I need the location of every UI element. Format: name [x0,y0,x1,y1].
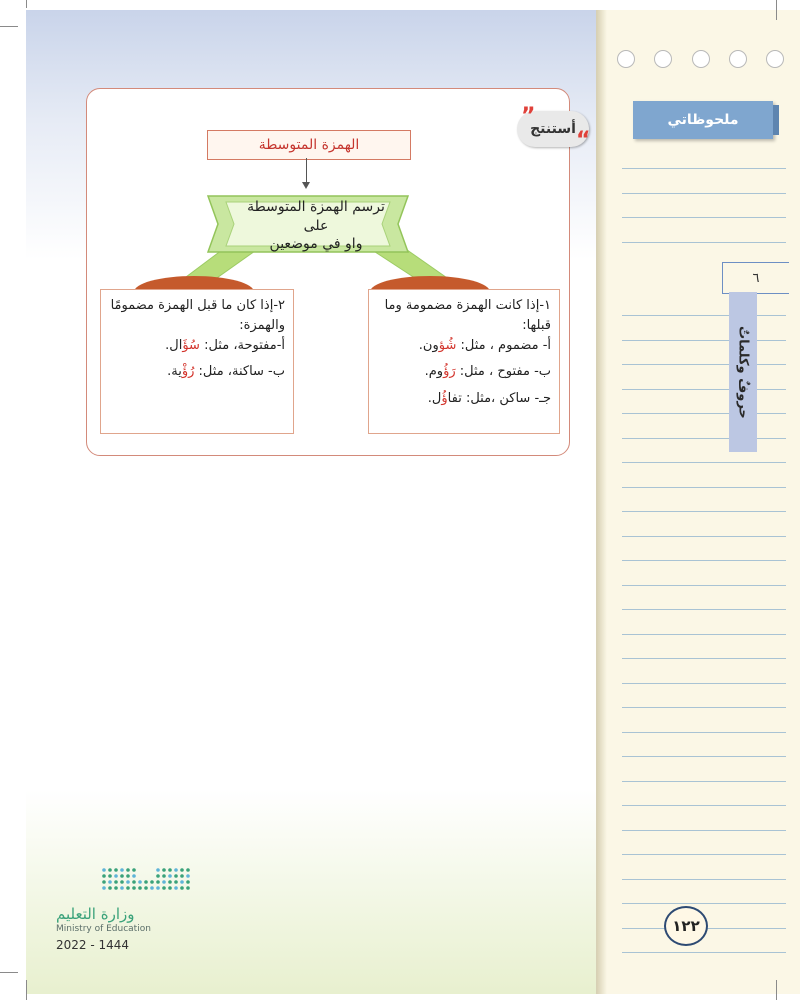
crop-mark [0,972,18,973]
logo-dot [174,886,178,890]
logo-dot [180,874,184,878]
logo-dot [102,874,106,878]
case-1-item-a [377,336,551,356]
case-1-b-rest: وم. [424,364,444,380]
case-2-a-rest: ال. [165,338,183,354]
logo-dot [180,886,184,890]
logo-dot [120,874,124,878]
logo-dot [108,880,112,884]
logo-dot [138,886,142,890]
logo-dot [156,874,160,878]
case-1-card [368,289,560,434]
case-1-heading: ١-إذا كانت الهمزة مضمومة وما قبلها: [384,298,551,334]
page-number: ١٢٢ [672,917,700,935]
ministry-name-ar: وزارة التعليم [56,905,135,923]
case-2-b-rest: ية. [167,364,182,380]
chapter-number: ٦ [752,270,760,286]
logo-dot [162,880,166,884]
case-2-b-prefix: ب- ساكنة، مثل: [194,364,285,380]
logo-dot [174,868,178,872]
logo-dot [168,880,172,884]
case-2-b-highlight: رُؤْ [181,364,195,380]
case-1-a-rest: ون. [418,338,439,354]
logo-dot [132,886,136,890]
crop-mark [26,0,27,8]
quote-mark-icon: ” [521,104,536,129]
logo-dot [120,868,124,872]
logo-dot [174,874,178,878]
logo-dot [186,874,190,878]
logo-dot [150,880,154,884]
logo-dot [180,880,184,884]
quote-mark-icon: “ [576,128,591,153]
ministry-name-en: Ministry of Education [56,924,151,934]
logo-dot [132,868,136,872]
logo-dot [162,874,166,878]
conclude-label: أستنتج [530,121,576,137]
logo-dot [126,874,130,878]
logo-dot [168,868,172,872]
logo-dot [174,880,178,884]
rule-line-1: ترسم الهمزة المتوسطة على [247,198,385,234]
case-2-item-b [109,362,285,382]
logo-dot [180,868,184,872]
logo-dot [108,886,112,890]
logo-dot [156,880,160,884]
logo-dot [108,868,112,872]
crop-mark [776,0,777,20]
logo-dot [114,868,118,872]
diagram-title: الهمزة المتوسطة [258,137,360,153]
logo-dot [108,874,112,878]
ministry-logo-icon [100,866,192,898]
logo-dot [186,868,190,872]
logo-dot [114,874,118,878]
notes-header-label: ملحوظاتي [667,112,739,128]
case-2-item-a [109,336,285,356]
case-1-a-highlight: شُؤ [438,338,457,354]
logo-dot [126,886,130,890]
diagram-rule [240,198,392,253]
logo-dot [126,868,130,872]
logo-dot [168,886,172,890]
academic-year: 2022 - 1444 [56,938,130,952]
logo-dot [156,868,160,872]
case-1-item-c [377,389,551,409]
logo-dot [126,880,130,884]
logo-dot [102,886,106,890]
chapter-side-label: حروفٌ وكلماتٌ [735,325,751,419]
logo-dot [114,886,118,890]
case-2-heading: ٢-إذا كان ما قبل الهمزة مضمومًا والهمزة: [110,298,285,334]
logo-dot [144,880,148,884]
case-1-c-rest: ل. [427,390,442,406]
logo-dot [162,886,166,890]
logo-dot [120,880,124,884]
case-2-a-highlight: سُؤَ [182,338,200,354]
case-1-b-highlight: رَؤُ [443,364,456,380]
logo-dot [114,880,118,884]
case-2-card [100,289,294,434]
logo-dot [132,874,136,878]
crop-mark [776,980,777,1000]
case-1-b-prefix: ب- مفتوح ، مثل: [455,364,551,380]
logo-dot [168,874,172,878]
rule-line-2: واو في موضعين [269,236,363,253]
logo-dot [186,880,190,884]
logo-dot [120,886,124,890]
logo-dot [102,868,106,872]
crop-mark [26,980,27,1000]
crop-mark [0,26,18,27]
case-1-c-highlight: ؤُ [441,390,448,406]
logo-dot [132,880,136,884]
logo-dot [162,868,166,872]
logo-dot [138,880,142,884]
logo-dot [186,886,190,890]
case-1-item-b [377,362,551,382]
case-1-c-prefix: جـ- ساكن ،مثل: تفا [447,390,551,406]
logo-dot [144,886,148,890]
logo-dot [102,880,106,884]
case-1-a-prefix: أ- مضموم ، مثل: [456,338,551,354]
logo-dot [156,886,160,890]
case-2-a-prefix: أ-مفتوحة، مثل: [199,338,285,354]
logo-dot [150,886,154,890]
